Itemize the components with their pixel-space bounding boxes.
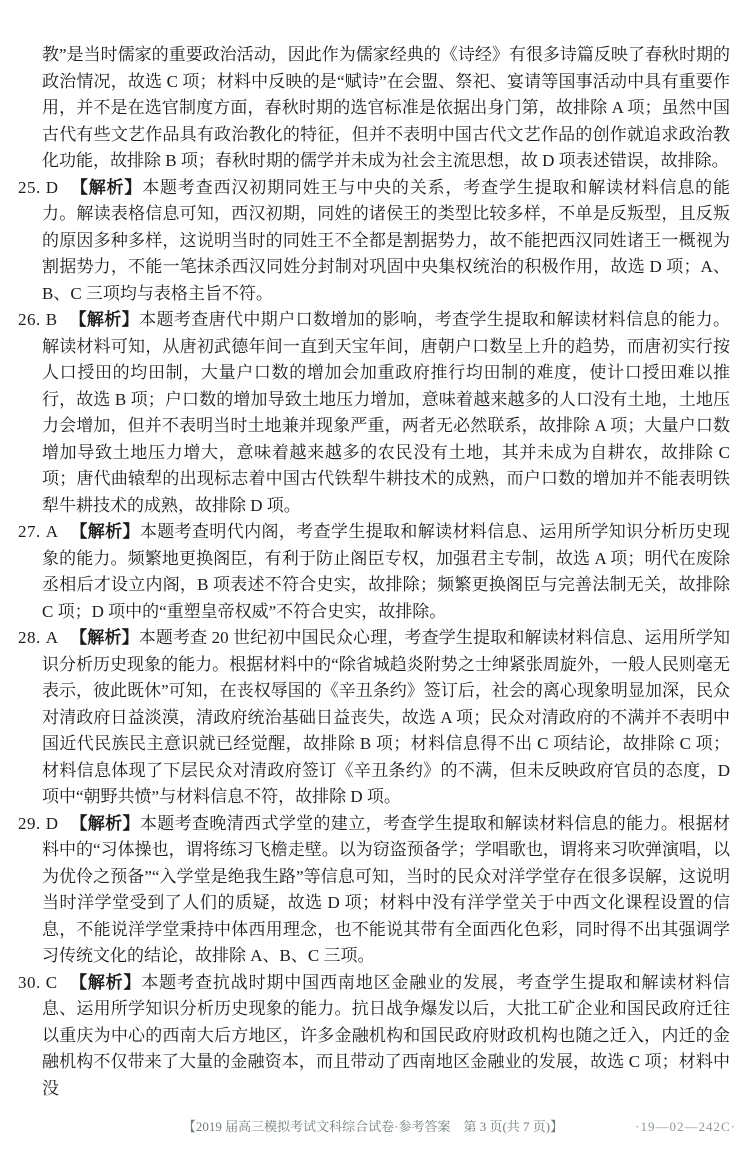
question-number: 26. [18, 310, 41, 329]
analysis-label: 【解析】 [70, 628, 139, 647]
answer-letter: D [45, 177, 59, 197]
analysis-text: 本题考查 20 世纪初中国民众心理，考查学生提取和解读材料信息、运用所学知识分析历史现象的能力。根据材料中的“除省城趋炎附势之士绅紧张周旋外，一般人民则毫无表示，彼此既休”可知，在丧权辱国的《辛丑条约》签订后，社会的离心现象明显加深，民众对清政府日益淡漠，清政府统治基础日益丧失，故选 A 项；民众对清政府的不满并不表明中国近代民族民主意识就已经觉醒，故排除 B 项；材料信息得不出 C 项结论，故排除 C 项；材料信息体现了下层民众对清政府签订《辛丑条约》的不满，但未反映政府官员的态度，D 项中“朝野共愤”与材料信息不符，故排除 D 项。 [42, 628, 731, 806]
analysis-label: 【解析】 [70, 177, 143, 197]
analysis-text: 本题考查唐代中期户口数增加的影响，考查学生提取和解读材料信息的能力。解读材料可知，从唐初武德年间一直到天宝年间，唐朝户口数呈上升的趋势，而唐初实行按人口授田的均田制，大量户口数的增加会加重政府推行均田制的难度，使计口授田难以推行，故选 B 项；户口数的增加导致土地压力增加，意味着越来越多的人口没有土地，土地压力会增加，但并不表明当时土地兼并现象严重，两者无必然联系，故排除 A 项；大量户口数增加导致土地压力增大，意味着越来越多的农民没有土地，其并未成为自耕农，故排除 C 项；唐代曲辕犁的出现标志着中国古代铁犁牛耕技术的成熟，而户口数的增加并不能表明铁犁牛耕技术的成熟，故排除 D 项。 [42, 310, 731, 515]
analysis-label: 【解析】 [69, 972, 142, 992]
analysis-text: 本题考查晚清西式学堂的建立，考查学生提取和解读材料信息的能力。根据材料中的“习体操也，谓将练习飞檐走壁。以为窃盗预备学；学唱歌也，谓将来习吹弹演唱，以为优伶之预备”“入学堂是绝我生路”等信息可知，当时的民众对洋学堂存在很多误解，这说明当时洋学堂受到了人们的质疑，故选 D 项；材料中没有洋学堂关于中西文化课程设置的信息，不能说洋学堂秉持中体西用理念，也不能说其带有全面西化色彩，同时得不出其强调学习传统文化的结论，故排除 A、B、C 三项。 [42, 813, 731, 965]
question-number: 30. [18, 972, 41, 992]
answer-letter: A [45, 628, 59, 647]
answer-letter: B [45, 310, 58, 329]
footer-document-code: ·19—02—242C· [635, 1119, 736, 1134]
answer-letter: D [45, 813, 59, 833]
continuation-paragraph: 教”是当时儒家的重要政治活动，因此作为儒家经典的《诗经》有很多诗篇反映了春秋时期的政治情况，故选 C 项；材料中反映的是“赋诗”在会盟、祭祀、宴请等国事活动中具有重要作用，并不是在选官制度方面，春秋时期的选官标准是依据出身门第，故排除 A 项；虽然中国古代有些文艺作品具有政治教化的特征，但并不表明中国古代文艺作品的创作就追求政治教化功能，故排除 B 项；春秋时期的儒学并未成为社会主流思想，故 D 项表述错误，故排除。 [42, 45, 730, 170]
question-number: 28. [18, 628, 41, 647]
answer-item-30 [18, 970, 730, 1103]
answer-item-28 [18, 625, 731, 811]
question-number: 29. [18, 813, 41, 833]
analysis-label: 【解析】 [70, 522, 140, 541]
answer-content [0, 42, 746, 1102]
footer-title-page-number: 【2019 届高三模拟考试文科综合试卷·参考答案 第 3 页(共 7 页)】 [182, 1119, 564, 1134]
analysis-label: 【解析】 [69, 310, 140, 329]
analysis-text: 本题考查明代内阁，考查学生提取和解读材料信息、运用所学知识分析历史现象的能力。频繁地更换阁臣，有利于防止阁臣专权，加强君主专制，故选 A 项；明代在废除丞相后才设立内阁，B 项表述不符合史实，故排除；频繁更换阁臣与完善法制无关，故排除 C 项；D 项中的“重塑皇帝权威”不符合史实，故排除。 [42, 522, 731, 621]
answer-item-25 [18, 175, 731, 308]
analysis-text: 本题考查抗战时期中国西南地区金融业的发展，考查学生提取和解读材料信息、运用所学知识分析历史现象的能力。抗日战争爆发以后，大批工矿企业和国民政府迁往以重庆为中心的西南大后方地区，许多金融机构和国民政府财政机构也随之迁入，内迁的金融机构不仅带来了大量的金融资本，而且带动了西南地区金融业的发展，故选 C 项；材料中没 [42, 972, 730, 1098]
analysis-label: 【解析】 [70, 813, 140, 833]
answer-item-29 [18, 811, 731, 970]
page-footer [0, 1118, 746, 1136]
question-number: 27. [18, 522, 41, 541]
question-number: 25. [18, 177, 41, 197]
answer-item-26 [18, 307, 731, 519]
answer-item-27 [18, 519, 731, 625]
answer-letter: C [45, 972, 58, 992]
answer-letter: A [45, 522, 59, 541]
analysis-text: 本题考查西汉初期同姓王与中央的关系，考查学生提取和解读材料信息的能力。解读表格信息可知，西汉初期，同姓的诸侯王的类型比较多样，不单是反叛型，且反叛的原因多种多样，这说明当时的同姓王不全都是割据势力，故不能把西汉同姓诸王一概视为割据势力，不能一笔抹杀西汉同姓分封制对巩固中央集权统治的积极作用，故选 D 项；A、B、C 三项均与表格主旨不符。 [42, 177, 731, 303]
